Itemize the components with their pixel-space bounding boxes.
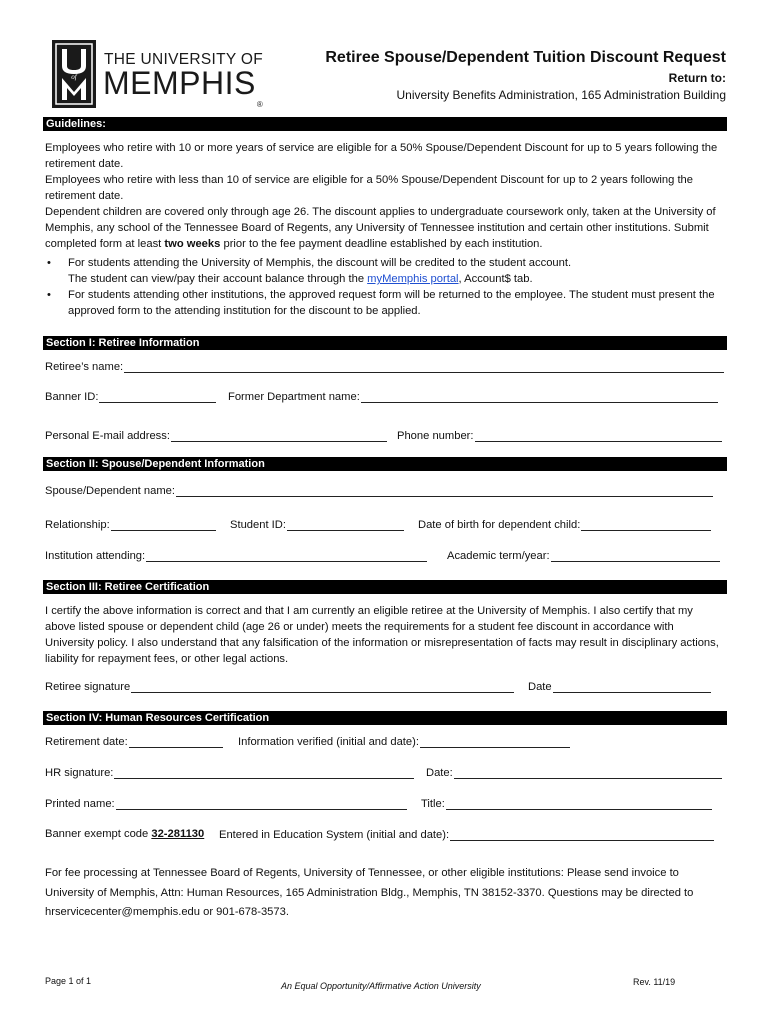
section-1-header: Section I: Retiree Information [43,336,727,350]
mymemphis-portal-link[interactable]: myMemphis portal [367,273,459,285]
guidelines-header: Guidelines: [43,117,727,131]
date-of-birth-field[interactable]: Date of birth for dependent child: [418,518,711,531]
section-4-header: Section IV: Human Resources Certification [43,711,727,725]
institution-attending-field[interactable]: Institution attending: [45,549,427,562]
return-address: University Benefits Administration, 165 Administration Building [396,88,726,102]
hr-signature-field[interactable]: HR signature: [45,766,414,779]
spouse-dependent-name-field[interactable]: Spouse/Dependent name: [45,484,713,497]
former-department-field[interactable]: Former Department name: [228,390,718,403]
fee-processing-line-3: hrservicecenter@memphis.edu or 901-678-3573. [45,906,289,918]
return-to-label: Return to: [668,71,726,85]
academic-term-field[interactable]: Academic term/year: [447,549,720,562]
retiree-name-field[interactable]: Retiree’s name: [45,360,724,373]
retiree-certification-text: I certify the above information is correct and that I am currently an eligible retiree at the University of Memphis. I also certify that my above listed spouse or dependent child (age 26 or under) meets the requirements for a student fee discount in accordance with University policy. I also understand that any falsification of the information or misrepresentation of facts may result in disciplinary actions, liability for repayment fees, or other legal actions. [45,605,719,665]
fee-processing-line-2: University of Memphis, Attn: Human Resources, 165 Administration Bldg., Memphis, TN 38152-3370. Questions may be directed to [45,887,694,899]
guideline-paragraph-3: Dependent children are covered only through age 26. The discount applies to undergraduate coursework only, taken at the University of Memphis, any school of the Tennessee Board of Regents, any University of Tennessee institution and certain other institutions. Submit completed form at least two weeks prior to the fee payment deadline established by each institution. [45,206,716,250]
page-number: Page 1 of 1 [45,976,92,986]
retiree-date-field[interactable]: Date [528,680,711,693]
section-3-header: Section III: Retiree Certification [43,580,727,594]
form-title: Retiree Spouse/Dependent Tuition Discount Request [325,49,726,66]
fee-processing-line-1: For fee processing at Tennessee Board of Regents, University of Tennessee, or other eligible institutions: Please send invoice to [45,867,679,879]
printed-name-field[interactable]: Printed name: [45,797,407,810]
information-verified-field[interactable]: Information verified (initial and date): [238,735,570,748]
guideline-paragraph-1: Employees who retire with 10 or more years of service are eligible for a 50% Spouse/Dependent Discount for up to 5 years following the retirement date. [45,142,718,170]
retirement-date-field[interactable]: Retirement date: [45,735,223,748]
entered-in-education-system-field[interactable]: Entered in Education System (initial and date): [219,828,714,841]
equal-opportunity-statement: An Equal Opportunity/Affirmative Action University [281,981,481,991]
logo-text-university: THE UNIVERSITY OF [104,51,263,68]
banner-exempt-code: Banner exempt code 32-281130 [45,828,205,840]
banner-id-field[interactable]: Banner ID: [45,390,216,403]
section-2-header: Section II: Spouse/Dependent Information [43,457,727,471]
student-id-field[interactable]: Student ID: [230,518,404,531]
svg-text:of: of [71,73,77,81]
logo-text-memphis: MEMPHIS® [103,65,264,109]
university-logo-mark [52,40,96,108]
title-field[interactable]: Title: [421,797,712,810]
relationship-field[interactable]: Relationship: [45,518,216,531]
guideline-bullet-2: • For students attending other institutions, the approved request form will be returned to the employee. The student must present the approved form to the attending institution for the discount to be applied. [47,289,715,317]
guideline-bullet-1: • For students attending the University of Memphis, the discount will be credited to the student account. The student can view/pay their account balance through the myMemphis portal, Account$ tab. [47,257,572,285]
phone-number-field[interactable]: Phone number: [397,429,722,442]
retiree-signature-field[interactable]: Retiree signature [45,680,514,693]
personal-email-field[interactable]: Personal E-mail address: [45,429,387,442]
revision-date: Rev. 11/19 [633,977,676,987]
guideline-paragraph-2: Employees who retire with less than 10 of service are eligible for a 50% Spouse/Dependent Discount for up to 2 years following the retirement date. [45,174,693,202]
hr-date-field[interactable]: Date: [426,766,722,779]
